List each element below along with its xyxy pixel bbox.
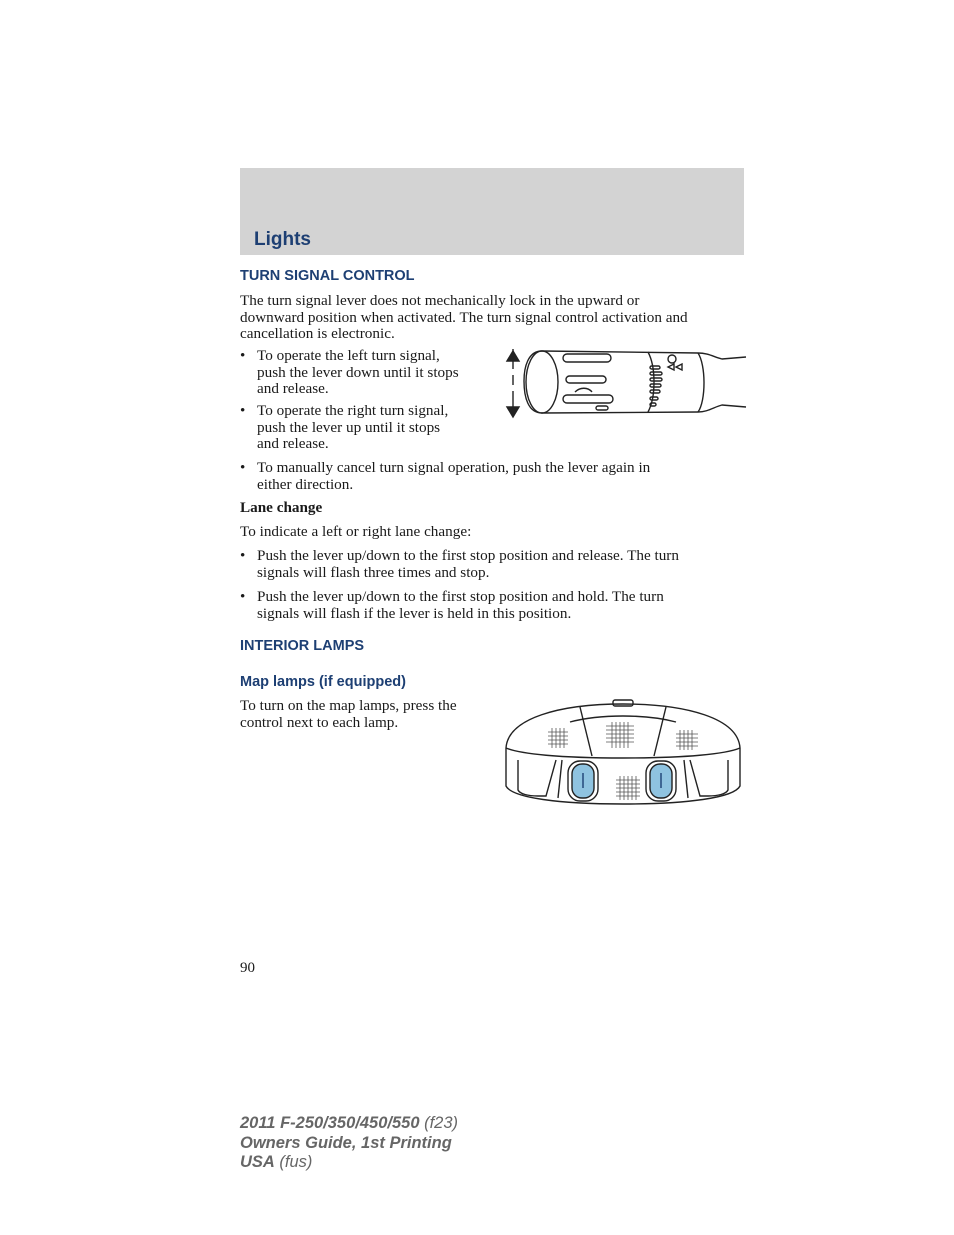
lane-change-intro: To indicate a left or right lane change: <box>240 523 472 540</box>
lane-change-label: Lane change <box>240 499 323 516</box>
interior-lamps-heading: INTERIOR LAMPS <box>240 638 365 654</box>
map-lamps-heading: Map lamps (if equipped) <box>240 674 406 690</box>
turn-signal-heading: TURN SIGNAL CONTROL <box>240 268 415 284</box>
document-footer: 2011 F-250/350/450/550 (f23) Owners Guide, 1st Printing USA (fus) <box>240 1114 459 1171</box>
turn-signal-intro: The turn signal lever does not mechanically lock in the upward or downward position when activated. The turn signal control activation and cancellation is electronic. <box>240 292 688 343</box>
map-lamps-illustration <box>500 698 746 808</box>
map-lamps-text: To turn on the map lamps, press the control next to each lamp. <box>240 697 457 731</box>
section-title: Lights <box>254 229 311 250</box>
turn-signal-lever-illustration <box>500 345 748 425</box>
page-number: 90 <box>240 960 255 976</box>
header-band <box>240 168 744 255</box>
